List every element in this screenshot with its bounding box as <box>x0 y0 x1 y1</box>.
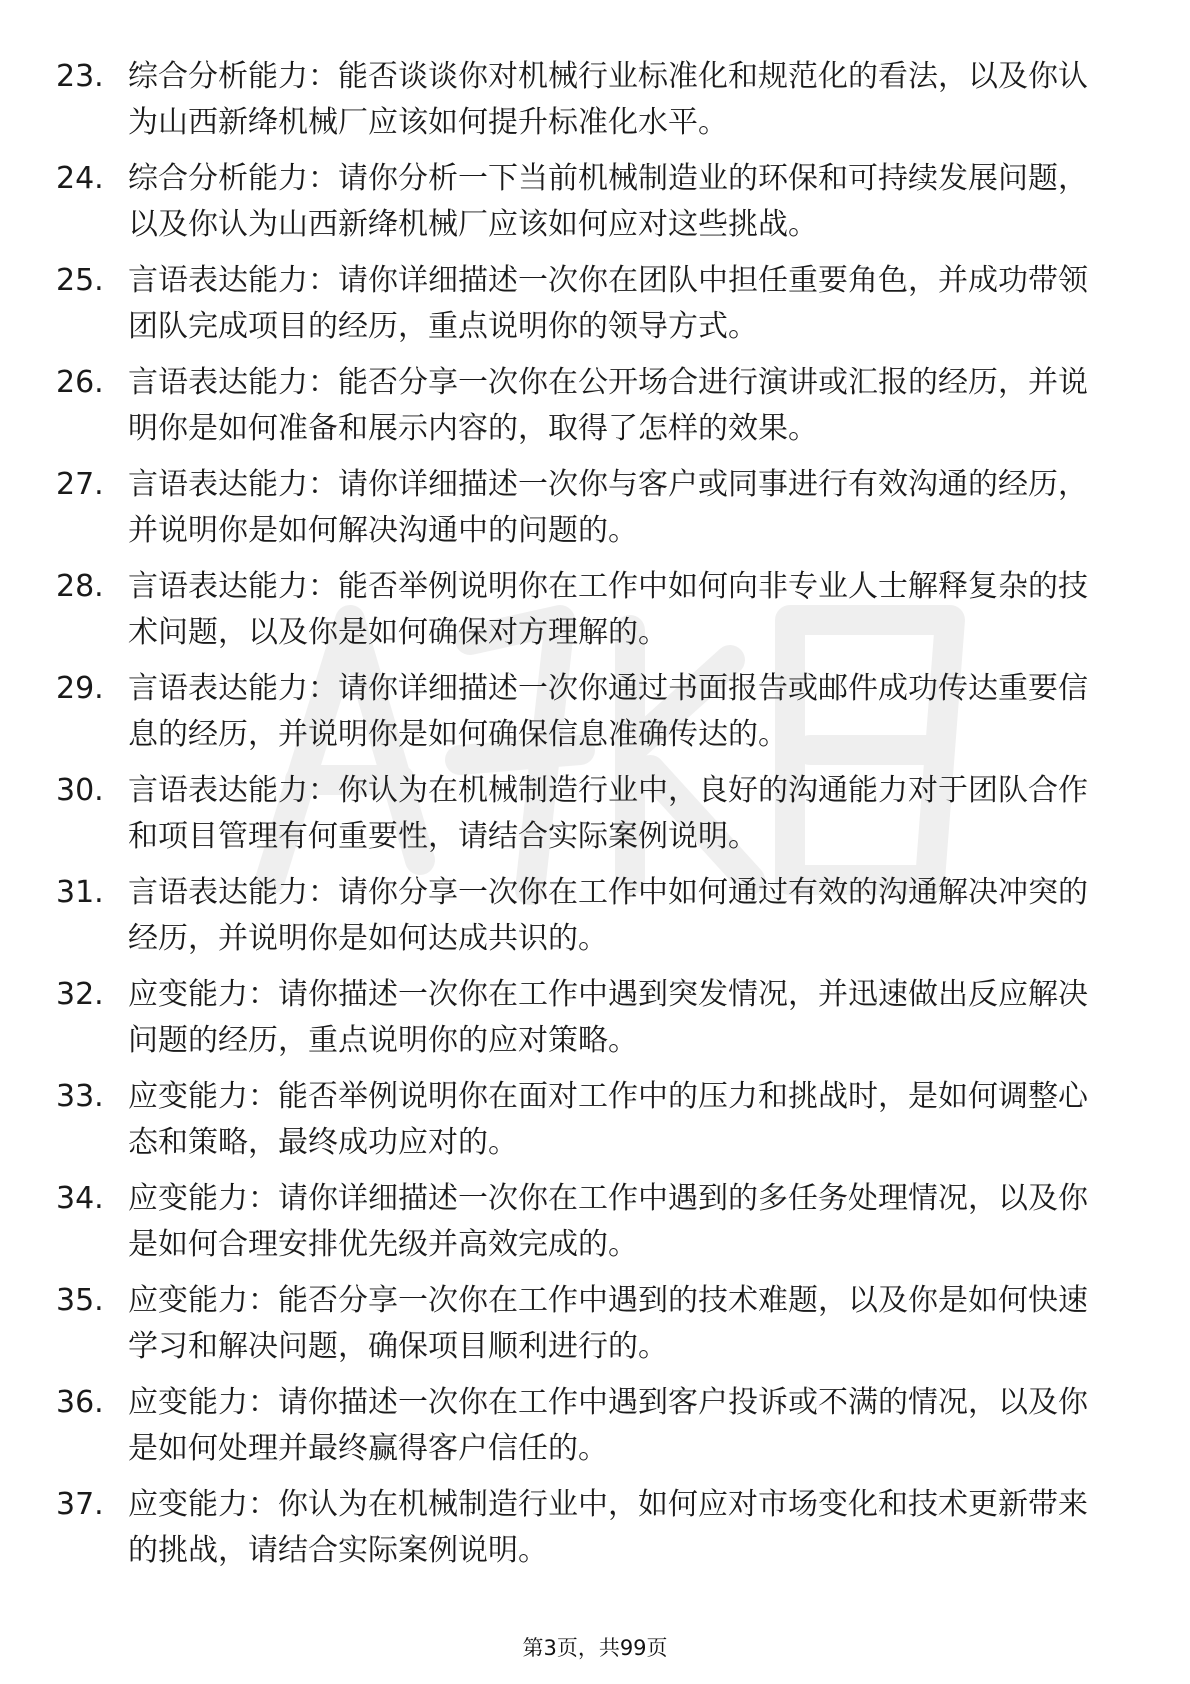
question-category: 应变能力： <box>128 977 278 1012</box>
question-body: 请你详细描述一次你在工作中遇到的多任务处理情况，以及你是如何合理安排优先级并高效完成的。 <box>128 1181 1088 1262</box>
question-body: 你认为在机械制造行业中，如何应对市场变化和技术更新带来的挑战，请结合实际案例说明。 <box>128 1487 1088 1568</box>
question-number: 36. <box>56 1385 104 1420</box>
question-text <box>128 1176 1108 1268</box>
question-number: 27. <box>56 467 104 502</box>
list-item <box>0 452 1190 554</box>
question-number: 26. <box>56 365 104 400</box>
question-body: 能否分享一次你在工作中遇到的技术难题，以及你是如何快速学习和解决问题，确保项目顺利进行的。 <box>128 1283 1088 1364</box>
question-text <box>128 1482 1108 1574</box>
list-item <box>0 1472 1190 1574</box>
question-text <box>128 666 1108 758</box>
question-category: 应变能力： <box>128 1079 278 1114</box>
question-number: 37. <box>56 1487 104 1522</box>
question-body: 能否分享一次你在公开场合进行演讲或汇报的经历，并说明你是如何准备和展示内容的，取得了怎样的效果。 <box>128 365 1088 446</box>
question-body: 请你详细描述一次你在团队中担任重要角色，并成功带领团队完成项目的经历，重点说明你的领导方式。 <box>128 263 1088 344</box>
question-body: 能否谈谈你对机械行业标准化和规范化的看法，以及你认为山西新绛机械厂应该如何提升标准化水平。 <box>128 59 1088 140</box>
list-item <box>0 44 1190 146</box>
list-item <box>0 962 1190 1064</box>
question-number: 35. <box>56 1283 104 1318</box>
question-number: 33. <box>56 1079 104 1114</box>
question-body: 请你分享一次你在工作中如何通过有效的沟通解决冲突的经历，并说明你是如何达成共识的。 <box>128 875 1088 956</box>
question-body: 请你详细描述一次你与客户或同事进行有效沟通的经历，并说明你是如何解决沟通中的问题的。 <box>128 467 1088 548</box>
list-item <box>0 1064 1190 1166</box>
question-body: 请你描述一次你在工作中遇到客户投诉或不满的情况，以及你是如何处理并最终赢得客户信任的。 <box>128 1385 1088 1466</box>
question-text <box>128 870 1108 962</box>
question-text <box>128 1278 1108 1370</box>
list-item <box>0 248 1190 350</box>
question-body: 请你分析一下当前机械制造业的环保和可持续发展问题，以及你认为山西新绛机械厂应该如何应对这些挑战。 <box>128 161 1088 242</box>
list-item <box>0 146 1190 248</box>
question-body: 能否举例说明你在面对工作中的压力和挑战时，是如何调整心态和策略，最终成功应对的。 <box>128 1079 1088 1160</box>
question-text <box>128 462 1108 554</box>
question-text <box>128 1380 1108 1472</box>
question-text <box>128 1074 1108 1166</box>
question-category: 综合分析能力： <box>128 59 338 94</box>
list-item <box>0 1166 1190 1268</box>
question-category: 应变能力： <box>128 1181 278 1216</box>
question-number: 29. <box>56 671 104 706</box>
question-number: 25. <box>56 263 104 298</box>
question-category: 言语表达能力： <box>128 773 338 808</box>
question-body: 你认为在机械制造行业中，良好的沟通能力对于团队合作和项目管理有何重要性，请结合实际案例说明。 <box>128 773 1088 854</box>
question-text <box>128 564 1108 656</box>
question-text <box>128 972 1108 1064</box>
question-category: 言语表达能力： <box>128 467 338 502</box>
question-number: 28. <box>56 569 104 604</box>
question-category: 言语表达能力： <box>128 569 338 604</box>
question-category: 言语表达能力： <box>128 875 338 910</box>
list-item <box>0 350 1190 452</box>
question-category: 综合分析能力： <box>128 161 338 196</box>
list-item <box>0 1370 1190 1472</box>
question-text <box>128 360 1108 452</box>
question-number: 23. <box>56 59 104 94</box>
list-item <box>0 656 1190 758</box>
question-category: 应变能力： <box>128 1283 278 1318</box>
question-text <box>128 258 1108 350</box>
question-text <box>128 156 1108 248</box>
list-item <box>0 1268 1190 1370</box>
question-number: 24. <box>56 161 104 196</box>
question-number: 34. <box>56 1181 104 1216</box>
question-category: 应变能力： <box>128 1487 278 1522</box>
list-item <box>0 860 1190 962</box>
question-number: 30. <box>56 773 104 808</box>
question-text <box>128 54 1108 146</box>
question-text <box>128 768 1108 860</box>
question-body: 请你详细描述一次你通过书面报告或邮件成功传达重要信息的经历，并说明你是如何确保信息准确传达的。 <box>128 671 1088 752</box>
question-number: 32. <box>56 977 104 1012</box>
page-number-footer: 第3页，共99页 <box>522 1636 668 1660</box>
question-category: 言语表达能力： <box>128 671 338 706</box>
list-item <box>0 758 1190 860</box>
list-item <box>0 554 1190 656</box>
question-list <box>0 44 1190 1574</box>
question-category: 应变能力： <box>128 1385 278 1420</box>
question-number: 31. <box>56 875 104 910</box>
question-category: 言语表达能力： <box>128 263 338 298</box>
question-category: 言语表达能力： <box>128 365 338 400</box>
question-body: 能否举例说明你在工作中如何向非专业人士解释复杂的技术问题，以及你是如何确保对方理解的。 <box>128 569 1088 650</box>
question-body: 请你描述一次你在工作中遇到突发情况，并迅速做出反应解决问题的经历，重点说明你的应对策略。 <box>128 977 1088 1058</box>
